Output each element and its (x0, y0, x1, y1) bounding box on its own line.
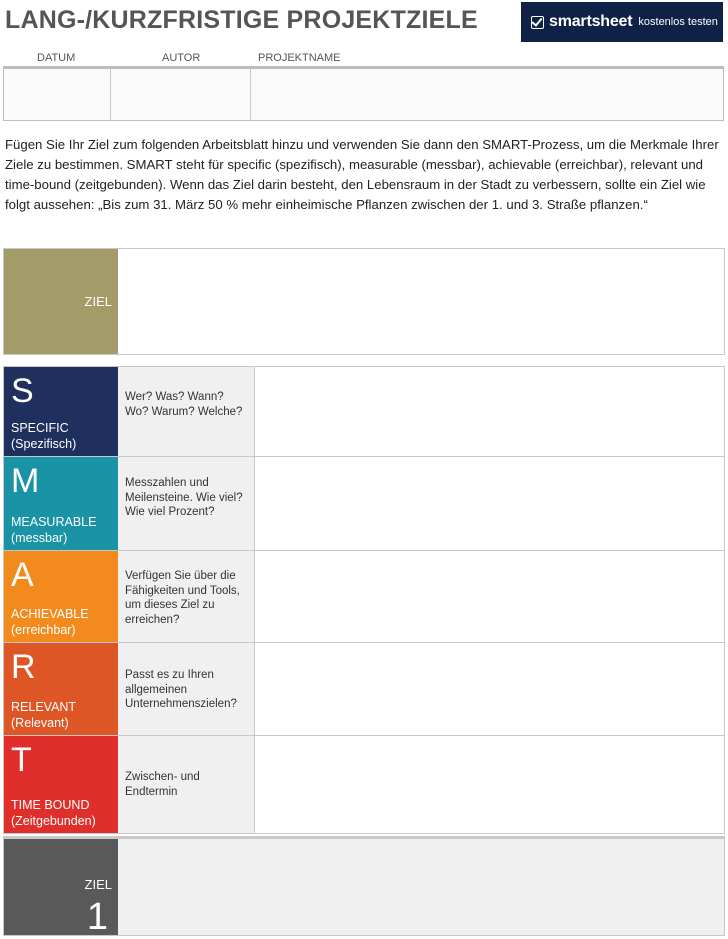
smart-label (11, 797, 96, 829)
smart-letter: T (11, 741, 32, 779)
smart-hint: Wer? Was? Wann? Wo? Warum? Welche? (118, 367, 255, 456)
project-name-field[interactable] (251, 69, 723, 120)
smart-hint: Verfügen Sie über die Fähigkeiten und Tools, um dieses Ziel zu erreichen? (118, 551, 255, 642)
smart-letter: A (11, 556, 34, 594)
achievable-answer-field[interactable] (255, 551, 724, 642)
time-bound-letter-cell (4, 736, 118, 833)
goal-label: ZIEL (4, 249, 118, 354)
author-label: AUTOR (162, 52, 201, 64)
goal-one-number: 1 (86, 896, 108, 938)
smart-label (11, 420, 76, 452)
smart-row-measurable (4, 457, 724, 551)
smart-name: MEASURABLE (11, 515, 97, 529)
smart-translation: (Spezifisch) (11, 437, 77, 451)
smart-name: RELEVANT (11, 700, 77, 714)
goal-one-label-cell (4, 839, 118, 938)
meta-table (3, 66, 724, 121)
smart-row-specific (4, 367, 724, 457)
project-name-label: PROJEKTNAME (258, 52, 341, 64)
smart-translation: (messbar) (11, 531, 68, 545)
smart-letter: R (11, 648, 36, 686)
measurable-answer-field[interactable] (255, 457, 724, 550)
instructions-paragraph: Fügen Sie Ihr Ziel zum folgenden Arbeitsblatt hinzu und verwenden Sie dann den SMART-Prozess, um die Merkmale Ihrer Ziele zu bestimmen. SMART steht für specific (spezifisch), measurable (messbar), achievable (erreichbar), relevant und time-bound (zeitgebunden). Wenn das Ziel darin besteht, den Lebensraum in der Stadt zu verbessern, sollte ein Ziel wie folgt aussehen: „Bis zum 31. März 50 % mehr einheimische Pflanzen zwischen der 1. und 3. Straße pflanzen.“ (5, 137, 719, 212)
smart-translation: (Relevant) (11, 716, 69, 730)
meta-labels (0, 52, 728, 66)
date-label: DATUM (37, 52, 76, 64)
smart-hint: Zwischen- und Endtermin (118, 736, 255, 833)
smart-translation: (erreichbar) (11, 623, 76, 637)
smart-name: SPECIFIC (11, 421, 69, 435)
smart-translation: (Zeitgebunden) (11, 814, 96, 828)
smart-row-achievable (4, 551, 724, 643)
smart-label (11, 514, 96, 546)
smart-hint: Messzahlen und Meilensteine. Wie viel? Wie viel Prozent? (118, 457, 255, 550)
smart-row-relevant (4, 643, 724, 736)
relevant-letter-cell (4, 643, 118, 735)
goal-field[interactable] (118, 249, 724, 354)
smart-name: ACHIEVABLE (11, 607, 89, 621)
achievable-letter-cell (4, 551, 118, 642)
author-field[interactable] (111, 69, 251, 120)
page-title: LANG-/KURZFRISTIGE PROJEKTZIELE (5, 6, 478, 34)
goal-one-field[interactable] (118, 839, 724, 935)
smart-hint: Passt es zu Ihren allgemeinen Unternehmenszielen? (118, 643, 255, 735)
smart-table (3, 366, 725, 834)
goal-block (3, 248, 725, 355)
specific-answer-field[interactable] (255, 367, 724, 456)
smart-label (11, 606, 89, 638)
relevant-answer-field[interactable] (255, 643, 724, 735)
brand-name: smartsheet (549, 13, 633, 30)
goal-one-label: ZIEL (84, 877, 112, 892)
measurable-letter-cell (4, 457, 118, 550)
checkmark-logo-icon (531, 16, 544, 29)
smartsheet-trial-banner[interactable] (521, 2, 723, 42)
smart-name: TIME BOUND (11, 798, 90, 812)
specific-letter-cell (4, 367, 118, 456)
smart-letter: M (11, 462, 40, 500)
goal-one-block (3, 836, 725, 936)
date-field[interactable] (4, 69, 111, 120)
smart-letter: S (11, 372, 34, 410)
smart-label (11, 699, 76, 731)
time-bound-answer-field[interactable] (255, 736, 724, 833)
trial-link-text: kostenlos testen (638, 16, 718, 28)
smart-row-time-bound (4, 736, 724, 833)
